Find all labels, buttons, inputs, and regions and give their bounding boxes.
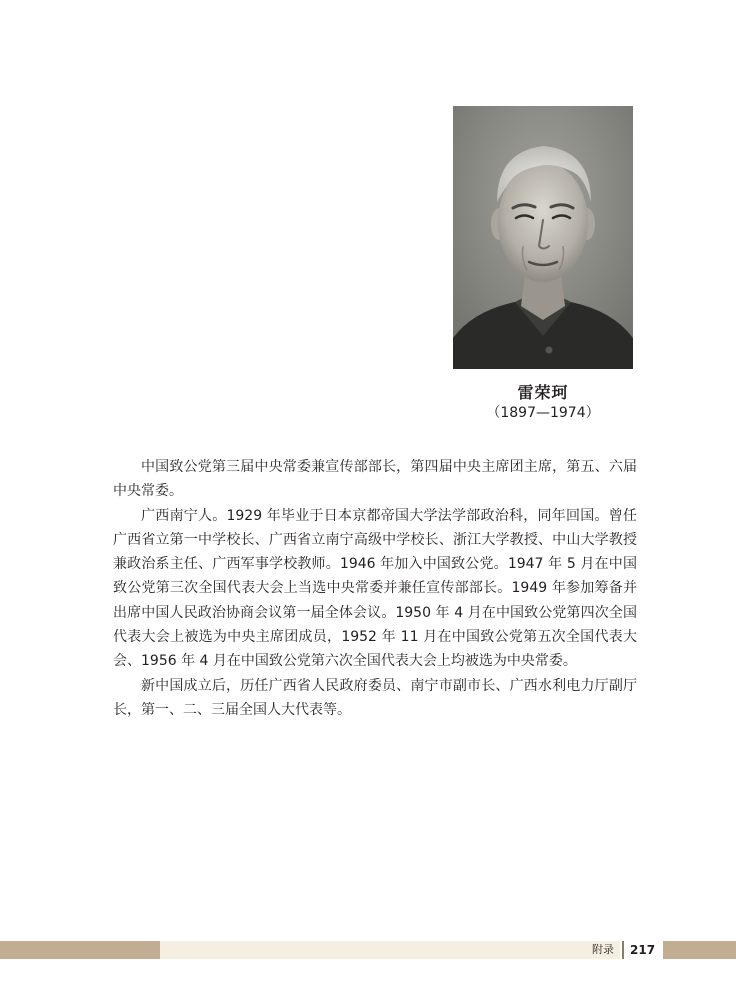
portrait-photo xyxy=(453,106,633,369)
bio-paragraph: 广西南宁人。1929 年毕业于日本京都帝国大学法学部政治科，同年回国。曾任广西省立第一中学校长、广西省立南宁高级中学校长、浙江大学教授、中山大学教授兼政治系主任、广西军事学校教师。1946 年加入中国致公党。1947 年 5 月在中国致公党第三次全国代表大会上当选中央常委并兼任宣传部部长。1949 年参加筹备并出席中国人民政治协商会议第一届全体会议。1950 年 4 月在中国致公党第四次全国代表大会上被选为中央主席团成员，1952 年 11 月在中国致公党第五次全国代表大会、1956 年 4 月在中国致公党第六次全国代表大会上均被选为中央常委。 xyxy=(113,507,637,670)
portrait-caption-years: （1897—1974） xyxy=(486,405,600,421)
portrait-image xyxy=(453,106,633,369)
footer-divider xyxy=(622,941,624,959)
footer-bar-right xyxy=(663,941,736,959)
page-number: 217 xyxy=(630,943,656,957)
footer-bar-left xyxy=(0,941,160,959)
bio-paragraph: 新中国成立后，历任广西省人民政府委员、南宁市副市长、广西水利电力厅副厅长，第一、二、三届全国人大代表等。 xyxy=(113,677,637,718)
biography-text xyxy=(113,455,637,722)
bio-paragraph: 中国致公党第三届中央常委兼宣传部部长，第四届中央主席团主席，第五、六届中央常委。 xyxy=(113,459,637,500)
footer-section-label: 附录 xyxy=(592,943,614,956)
portrait-caption-name: 雷荣珂 xyxy=(517,383,569,402)
footer-bar-middle xyxy=(160,941,620,959)
